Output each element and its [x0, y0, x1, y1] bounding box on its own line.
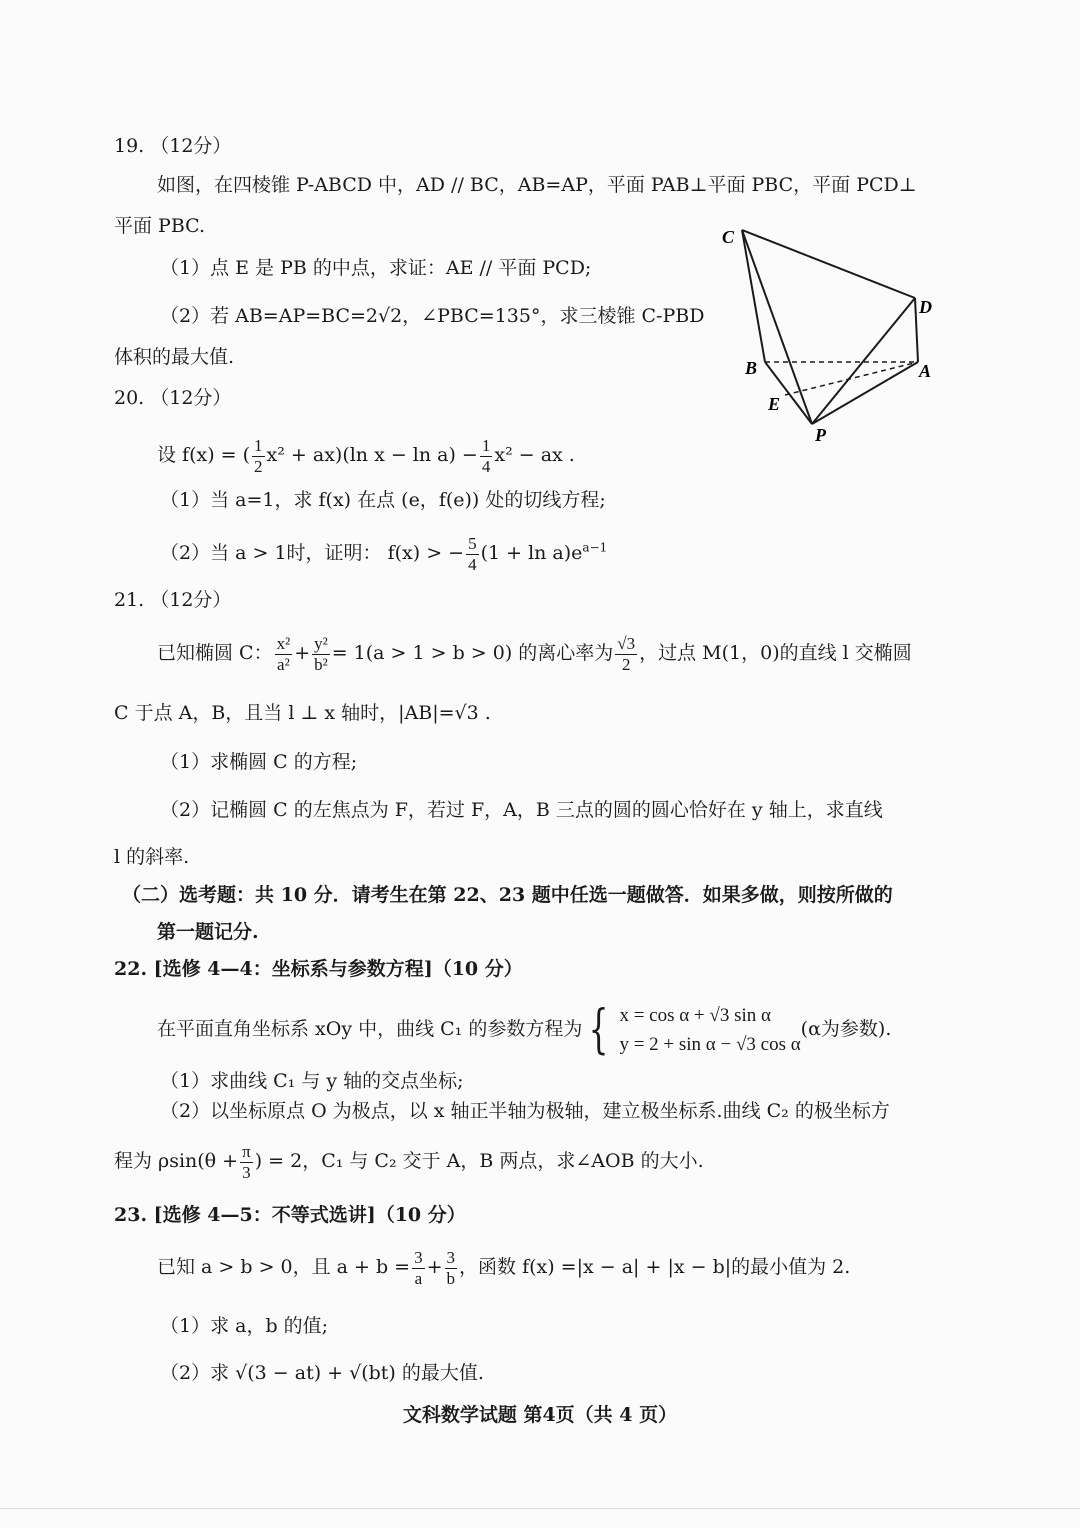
q23-header: 23. [选修 4—5：不等式选讲]（10 分） [114, 1204, 466, 1226]
text: x² + ax)(ln x − ln a) − [266, 444, 478, 467]
equation: y = 2 + sin α − √3 cos α [619, 1034, 801, 1055]
numerator: 3 [414, 1248, 423, 1267]
q19-stem-cont: 平面 PBC. [114, 215, 206, 237]
fraction [445, 1248, 458, 1288]
denominator: 4 [468, 554, 477, 574]
q21-stem [157, 634, 912, 674]
q20-part2 [160, 534, 607, 574]
q22-part2: （2）以坐标原点 O 为极点，以 x 轴正半轴为极轴，建立极坐标系.曲线 C₂ 的极坐标方 [160, 1100, 890, 1122]
q21-part2-cont: l 的斜率. [114, 846, 190, 868]
q23-part2: （2）求 √(3 − at) + √(bt) 的最大值. [160, 1362, 484, 1384]
section-heading: （二）选考题：共 10 分．请考生在第 22、23 题中任选一题做答．如果多做，则按所做的 [122, 884, 893, 906]
text: + [426, 1256, 443, 1279]
denominator: a² [277, 654, 290, 674]
text: 在平面直角坐标系 xOy 中，曲线 C₁ 的参数方程为 [157, 1018, 583, 1040]
fraction [275, 634, 293, 674]
fraction [252, 436, 265, 476]
q19-stem: 如图，在四棱锥 P-ABCD 中，AD // BC，AB=AP，平面 PAB⊥平面 PBC，平面 PCD⊥ [157, 174, 917, 196]
numerator: y² [314, 634, 328, 653]
numerator: 1 [481, 436, 491, 455]
q20-stem [157, 436, 575, 476]
fraction [480, 436, 493, 476]
equation-system [582, 1000, 801, 1060]
denominator: 4 [481, 456, 491, 476]
q19-part2: （2）若 AB=AP=BC=2√2，∠PBC=135°，求三棱锥 C-PBD [160, 305, 705, 327]
text: 设 f(x) = ( [157, 444, 251, 467]
q23-stem [157, 1248, 850, 1288]
q19-part1: （1）点 E 是 PB 的中点，求证：AE // 平面 PCD; [160, 257, 592, 279]
text: 已知椭圆 C： [157, 642, 273, 665]
denominator: b² [314, 654, 328, 674]
label-b: B [745, 358, 758, 378]
edge-pd [812, 298, 915, 424]
q22-header: 22. [选修 4—4：坐标系与参数方程]（10 分） [114, 958, 523, 980]
fraction [312, 634, 330, 674]
edge-bp [765, 362, 812, 424]
q20-part1: （1）当 a=1，求 f(x) 在点 (e，f(e)) 处的切线方程; [160, 489, 606, 511]
text: ，函数 f(x) =|x − a| + |x − b|的最小值为 2. [459, 1256, 851, 1279]
label-d: D [919, 297, 932, 317]
text: （2）当 a > 1时，证明： f(x) > − [160, 542, 465, 565]
numerator: x² [276, 634, 291, 653]
numerator: 5 [468, 534, 477, 553]
q21-header: 21. （12分） [114, 589, 232, 611]
q22-part2-cont [114, 1142, 704, 1182]
fraction [240, 1142, 253, 1182]
exponent: a−1 [582, 540, 608, 555]
q22-part1: （1）求曲线 C₁ 与 y 轴的交点坐标; [160, 1070, 464, 1092]
text: 程为 ρsin(θ + [114, 1150, 239, 1173]
text: x² − ax . [494, 444, 575, 467]
denominator: 2 [254, 456, 263, 476]
edge-da [915, 298, 918, 362]
numerator: 1 [254, 436, 263, 455]
numerator: √3 [617, 634, 636, 653]
text: ) = 2，C₁ 与 C₂ 交于 A，B 两点，求∠AOB 的大小. [254, 1150, 704, 1173]
text: (1 + ln a)e [480, 542, 583, 565]
numerator: π [242, 1142, 251, 1161]
edge-ea-hidden [785, 362, 918, 395]
label-c: C [722, 227, 735, 247]
edge-cd [742, 230, 915, 298]
label-p: P [815, 425, 826, 445]
equation: x = cos α + √3 sin α [619, 1005, 771, 1026]
q19-part2-cont: 体积的最大值. [114, 346, 235, 368]
edge-cb [742, 230, 765, 362]
text: + [294, 642, 311, 665]
fraction [466, 534, 479, 574]
page-footer: 文科数学试题 第4页（共 4 页） [402, 1404, 678, 1426]
brace-icon: { [588, 1000, 609, 1060]
edge-pa [812, 362, 918, 424]
fraction [412, 1248, 425, 1288]
q21-part1: （1）求椭圆 C 的方程; [160, 751, 358, 773]
q20-header: 20. （12分） [114, 387, 232, 409]
numerator: 3 [446, 1248, 456, 1267]
q21-part2: （2）记椭圆 C 的左焦点为 F，若过 F，A，B 三点的圆的圆心恰好在 y 轴上，求直线 [160, 799, 883, 821]
scan-edge [0, 1508, 1080, 1509]
label-a: A [919, 361, 932, 381]
fraction [615, 634, 637, 674]
text: (α为参数). [800, 1018, 892, 1040]
section-heading-cont: 第一题记分. [157, 921, 259, 943]
q22-stem [157, 1000, 892, 1060]
text: = 1(a > 1 > b > 0) 的离心率为 [331, 642, 614, 665]
text: ，过点 M(1，0)的直线 l 交椭圆 [639, 642, 912, 665]
denominator: b [446, 1268, 456, 1288]
denominator: 3 [242, 1162, 251, 1182]
denominator: a [414, 1268, 423, 1288]
text: 已知 a > b > 0，且 a + b = [157, 1256, 411, 1279]
q19-header: 19. （12分） [114, 135, 232, 157]
denominator: 2 [621, 654, 631, 674]
label-e: E [768, 394, 781, 414]
q23-part1: （1）求 a，b 的值; [160, 1315, 329, 1337]
q21-stem-cont: C 于点 A，B，且当 l ⊥ x 轴时，|AB|=√3 . [114, 702, 491, 724]
pyramid-figure [720, 215, 950, 450]
